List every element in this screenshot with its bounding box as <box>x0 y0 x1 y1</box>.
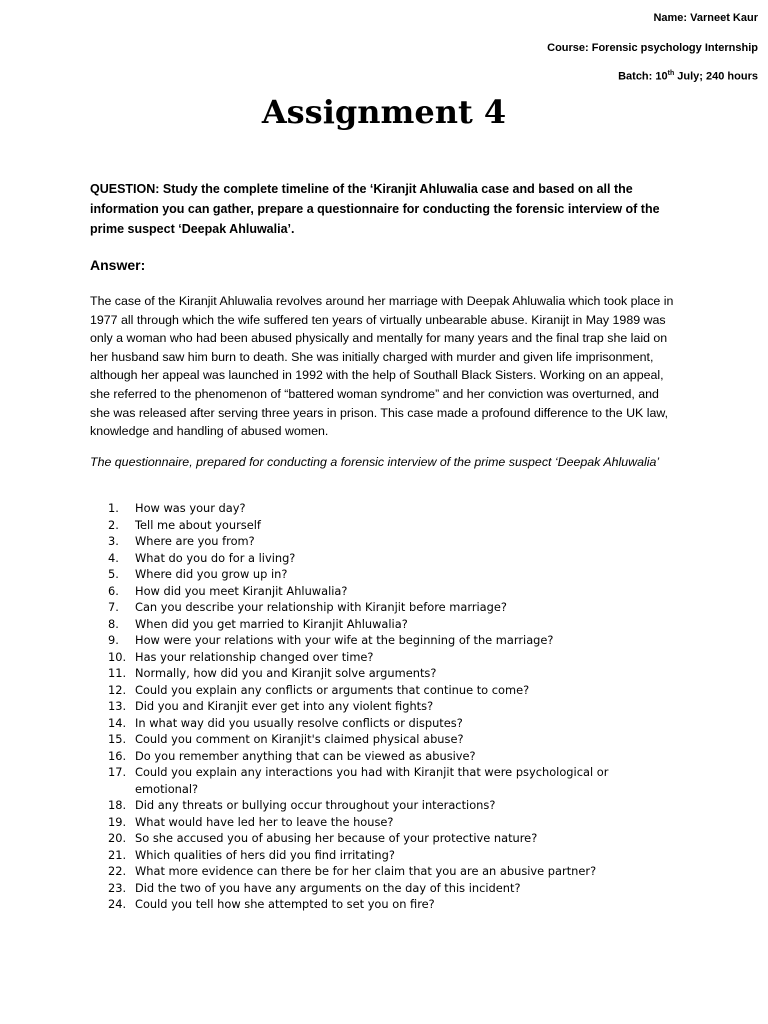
author-name: Name: Varneet Kaur <box>653 12 758 24</box>
question-text: How were your relations with your wife at the beginning of the marriage? <box>135 633 554 647</box>
question-item <box>108 583 648 600</box>
question-text: Where are you from? <box>135 534 255 548</box>
question-text: Which qualities of hers did you find irritating? <box>135 847 395 862</box>
question-item <box>108 847 648 864</box>
batch-suffix: July; 240 hours <box>674 70 758 83</box>
batch-info <box>618 70 758 83</box>
question-item <box>108 814 648 831</box>
question-text: Did any threats or bullying occur throughout your interactions? <box>135 798 496 812</box>
question-number: 4. <box>108 550 119 565</box>
question-number: 13. <box>108 699 127 713</box>
question-number: 16. <box>108 748 127 763</box>
question-number: 23. <box>108 880 127 895</box>
question-number: 11. <box>108 666 127 680</box>
question-item <box>108 649 648 666</box>
question-item <box>108 632 648 649</box>
question-number: 9. <box>108 633 119 647</box>
question-text: What do you do for a living? <box>135 550 296 565</box>
question-item <box>108 797 648 814</box>
question-text: Where did you grow up in? <box>135 567 288 581</box>
question-text: Did the two of you have any arguments on the day of this incident? <box>135 880 521 895</box>
question-text: Do you remember anything that can be viewed as abusive? <box>135 748 476 763</box>
question-number: 17. <box>108 765 127 779</box>
question-number: 10. <box>108 649 127 664</box>
question-number: 12. <box>108 682 127 697</box>
question-item <box>108 764 648 797</box>
question-item <box>108 863 648 880</box>
question-text: So she accused you of abusing her because of your protective nature? <box>135 831 538 845</box>
question-item <box>108 830 648 847</box>
question-number: 7. <box>108 600 119 614</box>
batch-ordinal-suffix: th <box>667 70 675 77</box>
question-number: 6. <box>108 583 119 598</box>
question-item <box>108 533 648 550</box>
question-number: 14. <box>108 715 127 730</box>
question-text: Could you explain any interactions you had with Kiranjit that were psychological or emotional? <box>135 765 609 796</box>
question-text: Could you explain any conflicts or arguments that continue to come? <box>135 682 530 697</box>
question-item <box>108 682 648 699</box>
question-text: How did you meet Kiranjit Ahluwalia? <box>135 583 348 598</box>
batch-prefix: Batch: 10 <box>618 70 668 83</box>
questionnaire-intro: The questionnaire, prepared for conducting a forensic interview of the prime suspect ‘Deepak Ahluwalia’ <box>90 455 660 469</box>
question-text: In what way did you usually resolve conflicts or disputes? <box>135 715 463 730</box>
question-text: How was your day? <box>135 501 246 515</box>
question-text: What would have led her to leave the house? <box>135 814 394 829</box>
question-number: 15. <box>108 732 127 746</box>
question-number: 3. <box>108 534 119 548</box>
question-item <box>108 748 648 765</box>
question-number: 5. <box>108 567 119 581</box>
question-number: 24. <box>108 897 127 911</box>
question-number: 1. <box>108 501 119 515</box>
question-item <box>108 880 648 897</box>
assignment-question: QUESTION: Study the complete timeline of the ‘Kiranjit Ahluwalia case and based on all the information you can gather, prepare a questionnaire for conducting the forensic interview of the prime suspect ‘Deepak Ahluwalia’. <box>90 182 660 236</box>
question-number: 20. <box>108 831 127 845</box>
question-item <box>108 896 648 913</box>
question-text: Did you and Kiranjit ever get into any violent fights? <box>135 699 434 713</box>
question-text: Normally, how did you and Kiranjit solve arguments? <box>135 666 437 680</box>
question-text: Could you comment on Kiranjit's claimed physical abuse? <box>135 732 464 746</box>
question-text: Has your relationship changed over time? <box>135 649 374 664</box>
question-item <box>108 616 648 633</box>
question-item <box>108 698 648 715</box>
case-summary-paragraph: The case of the Kiranjit Ahluwalia revolves around her marriage with Deepak Ahluwalia which took place in 1977 all through which the wife suffered ten years of virtually unbearable abuse. Kiranijt in May 1989 was only a woman who had been abused physically and mentally for many years and the final trap she laid on her husband saw him burn to death. She was initially charged with murder and given life imprisonment, although her appeal was launched in 1992 with the help of Southall Black Sisters. Working on an appeal, she referred to the phenomenon of “battered woman syndrome” and her conviction was overturned, and she was released after serving three years in prison. This case made a profound difference to the UK law, knowledge and handling of abused women. <box>90 294 674 439</box>
question-item <box>108 715 648 732</box>
question-number: 2. <box>108 517 119 532</box>
question-item <box>108 550 648 567</box>
question-item <box>108 500 648 517</box>
question-number: 22. <box>108 864 127 878</box>
question-text: Tell me about yourself <box>135 517 261 532</box>
question-text: When did you get married to Kiranjit Ahluwalia? <box>135 616 408 631</box>
question-text: Could you tell how she attempted to set you on fire? <box>135 897 435 911</box>
page-title: Assignment 4 <box>261 93 507 131</box>
answer-heading: Answer: <box>90 257 146 273</box>
question-item <box>108 665 648 682</box>
question-text: What more evidence can there be for her claim that you are an abusive partner? <box>135 864 597 878</box>
course-name: Course: Forensic psychology Internship <box>547 42 758 54</box>
question-number: 8. <box>108 616 119 631</box>
question-item <box>108 517 648 534</box>
question-text: Can you describe your relationship with Kiranjit before marriage? <box>135 600 507 614</box>
question-number: 18. <box>108 798 127 812</box>
question-item <box>108 731 648 748</box>
question-item <box>108 566 648 583</box>
question-number: 21. <box>108 847 127 862</box>
question-number: 19. <box>108 814 127 829</box>
question-item <box>108 599 648 616</box>
questionnaire-list <box>108 500 648 913</box>
